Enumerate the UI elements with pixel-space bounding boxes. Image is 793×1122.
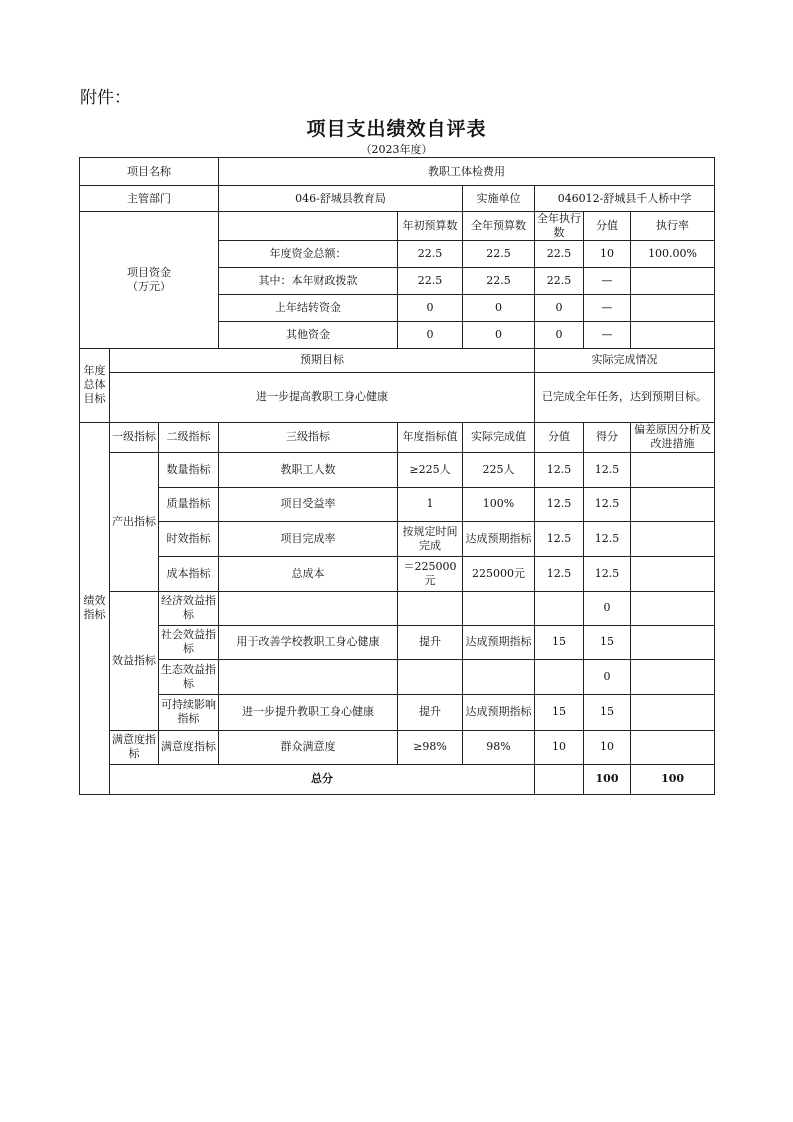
- funds-row-score-value: —: [584, 321, 631, 348]
- total-score: 100: [631, 764, 715, 794]
- total-actual: [535, 764, 584, 794]
- indicator-header-score: 得分: [584, 422, 631, 452]
- indicator-note: [631, 659, 715, 694]
- funds-header-initial: 年初预算数: [398, 212, 463, 241]
- annex-label: 附件：: [80, 88, 131, 108]
- indicator-score-value: 15: [535, 625, 584, 659]
- implementing-unit-value: 046012-舒城县千人桥中学: [535, 186, 715, 212]
- funds-row-score-value: 10: [584, 240, 631, 267]
- indicator-level3: 用于改善学校教职工身心健康: [219, 625, 398, 659]
- funds-row-rate: [631, 267, 715, 294]
- indicator-target: [398, 591, 463, 625]
- funds-header-score-value: 分值: [584, 212, 631, 241]
- goals-label: 年度 总体 目标: [80, 348, 110, 422]
- indicator-score-value: 15: [535, 694, 584, 730]
- indicator-note: [631, 452, 715, 487]
- indicator-header-note: 偏差原因分析及改进措施: [631, 422, 715, 452]
- indicator-level3: [219, 659, 398, 694]
- department-value: 046-舒城县教育局: [219, 186, 463, 212]
- indicator-level3: 进一步提升教职工身心健康: [219, 694, 398, 730]
- indicator-level2: 数量指标: [159, 452, 219, 487]
- indicator-header-actual: 实际完成值: [463, 422, 535, 452]
- indicator-note: [631, 625, 715, 659]
- indicator-level2: 成本指标: [159, 556, 219, 591]
- goals-expected-header: 预期目标: [110, 348, 535, 372]
- indicator-level2: 满意度指标: [159, 730, 219, 764]
- indicator-level3: 群众满意度: [219, 730, 398, 764]
- funds-row-rate: [631, 321, 715, 348]
- indicator-target: ≥225人: [398, 452, 463, 487]
- funds-row-executed: 0: [535, 321, 584, 348]
- indicator-score: 15: [584, 625, 631, 659]
- funds-row-rate: [631, 294, 715, 321]
- indicator-actual: 达成预期指标: [463, 625, 535, 659]
- indicator-score: 0: [584, 591, 631, 625]
- funds-row-name: 年度资金总额：: [219, 240, 398, 267]
- funds-row-initial: 0: [398, 321, 463, 348]
- goals-actual: 已完成全年任务，达到预期目标。: [535, 372, 715, 422]
- funds-label: 项目资金 （万元）: [80, 212, 219, 349]
- output-indicator-label: 产出指标: [110, 452, 159, 591]
- funds-row-executed: 22.5: [535, 267, 584, 294]
- indicator-target: [398, 659, 463, 694]
- indicator-note: [631, 487, 715, 521]
- funds-header-annual: 全年预算数: [463, 212, 535, 241]
- total-label: 总分: [110, 764, 535, 794]
- funds-row-initial: 0: [398, 294, 463, 321]
- indicator-score-value: 12.5: [535, 452, 584, 487]
- funds-row-initial: 22.5: [398, 240, 463, 267]
- benefit-indicator-label: 效益指标: [110, 591, 159, 730]
- indicator-note: [631, 521, 715, 556]
- funds-row-score-value: —: [584, 294, 631, 321]
- indicator-level2: 质量指标: [159, 487, 219, 521]
- page-title: 项目支出绩效自评表: [306, 118, 487, 140]
- indicator-level3: 总成本: [219, 556, 398, 591]
- funds-row-annual: 0: [463, 321, 535, 348]
- indicator-actual: 225人: [463, 452, 535, 487]
- indicator-level2: 社会效益指 标: [159, 625, 219, 659]
- indicator-actual: 达成预期指标: [463, 521, 535, 556]
- total-score-value: 100: [584, 764, 631, 794]
- indicator-score: 12.5: [584, 556, 631, 591]
- indicator-level3: 教职工人数: [219, 452, 398, 487]
- indicator-target: 提升: [398, 625, 463, 659]
- indicator-score: 15: [584, 694, 631, 730]
- indicator-note: [631, 556, 715, 591]
- indicator-target: 按规定时间 完成: [398, 521, 463, 556]
- indicator-score-value: 12.5: [535, 556, 584, 591]
- goals-expected: 进一步提高教职工身心健康: [110, 372, 535, 422]
- project-name: 教职工体检费用: [219, 158, 715, 186]
- indicator-score: 12.5: [584, 452, 631, 487]
- indicator-level3: 项目受益率: [219, 487, 398, 521]
- indicator-note: [631, 730, 715, 764]
- indicator-target: 提升: [398, 694, 463, 730]
- funds-header-rate: 执行率: [631, 212, 715, 241]
- indicator-note: [631, 694, 715, 730]
- funds-header-executed: 全年执行数: [535, 212, 584, 241]
- funds-row-name: 上年结转资金: [219, 294, 398, 321]
- indicator-score: 0: [584, 659, 631, 694]
- funds-row-score-value: —: [584, 267, 631, 294]
- funds-row-executed: 0: [535, 294, 584, 321]
- goals-actual-header: 实际完成情况: [535, 348, 715, 372]
- indicator-actual: 达成预期指标: [463, 694, 535, 730]
- indicator-header-level1: 一级指标: [110, 422, 159, 452]
- indicator-score: 10: [584, 730, 631, 764]
- funds-row-annual: 22.5: [463, 240, 535, 267]
- report-year: （2023年度）: [360, 143, 433, 156]
- indicator-score-value: [535, 591, 584, 625]
- indicator-score-value: 10: [535, 730, 584, 764]
- funds-row-initial: 22.5: [398, 267, 463, 294]
- indicator-level3: [219, 591, 398, 625]
- indicator-actual: [463, 591, 535, 625]
- department-label: 主管部门: [80, 186, 219, 212]
- indicator-target: ＝225000元: [398, 556, 463, 591]
- indicator-target: 1: [398, 487, 463, 521]
- indicator-actual: 98%: [463, 730, 535, 764]
- implementing-unit-label: 实施单位: [463, 186, 535, 212]
- performance-table: [79, 157, 715, 795]
- funds-row-name: 其他资金: [219, 321, 398, 348]
- indicator-score: 12.5: [584, 521, 631, 556]
- indicator-header-target: 年度指标值: [398, 422, 463, 452]
- indicator-header-level2: 二级指标: [159, 422, 219, 452]
- indicator-score-value: 12.5: [535, 521, 584, 556]
- indicator-target: ≥98%: [398, 730, 463, 764]
- satisfaction-indicator-label: 满意度指 标: [110, 730, 159, 764]
- indicator-actual: 225000元: [463, 556, 535, 591]
- indicator-actual: [463, 659, 535, 694]
- indicators-label: 绩效 指标: [80, 422, 110, 794]
- indicator-level2: 可持续影响 指标: [159, 694, 219, 730]
- funds-row-rate: 100.00%: [631, 240, 715, 267]
- indicator-header-score-value: 分值: [535, 422, 584, 452]
- indicator-level2: 时效指标: [159, 521, 219, 556]
- indicator-level3: 项目完成率: [219, 521, 398, 556]
- funds-header-blank: [219, 212, 398, 241]
- indicator-note: [631, 591, 715, 625]
- funds-row-annual: 0: [463, 294, 535, 321]
- indicator-score-value: 12.5: [535, 487, 584, 521]
- indicator-level2: 经济效益指 标: [159, 591, 219, 625]
- funds-row-name: 其中：本年财政拨款: [219, 267, 398, 294]
- indicator-score-value: [535, 659, 584, 694]
- funds-row-annual: 22.5: [463, 267, 535, 294]
- indicator-actual: 100%: [463, 487, 535, 521]
- indicator-level2: 生态效益指 标: [159, 659, 219, 694]
- indicator-header-level3: 三级指标: [219, 422, 398, 452]
- funds-row-executed: 22.5: [535, 240, 584, 267]
- project-name-label: 项目名称: [80, 158, 219, 186]
- indicator-score: 12.5: [584, 487, 631, 521]
